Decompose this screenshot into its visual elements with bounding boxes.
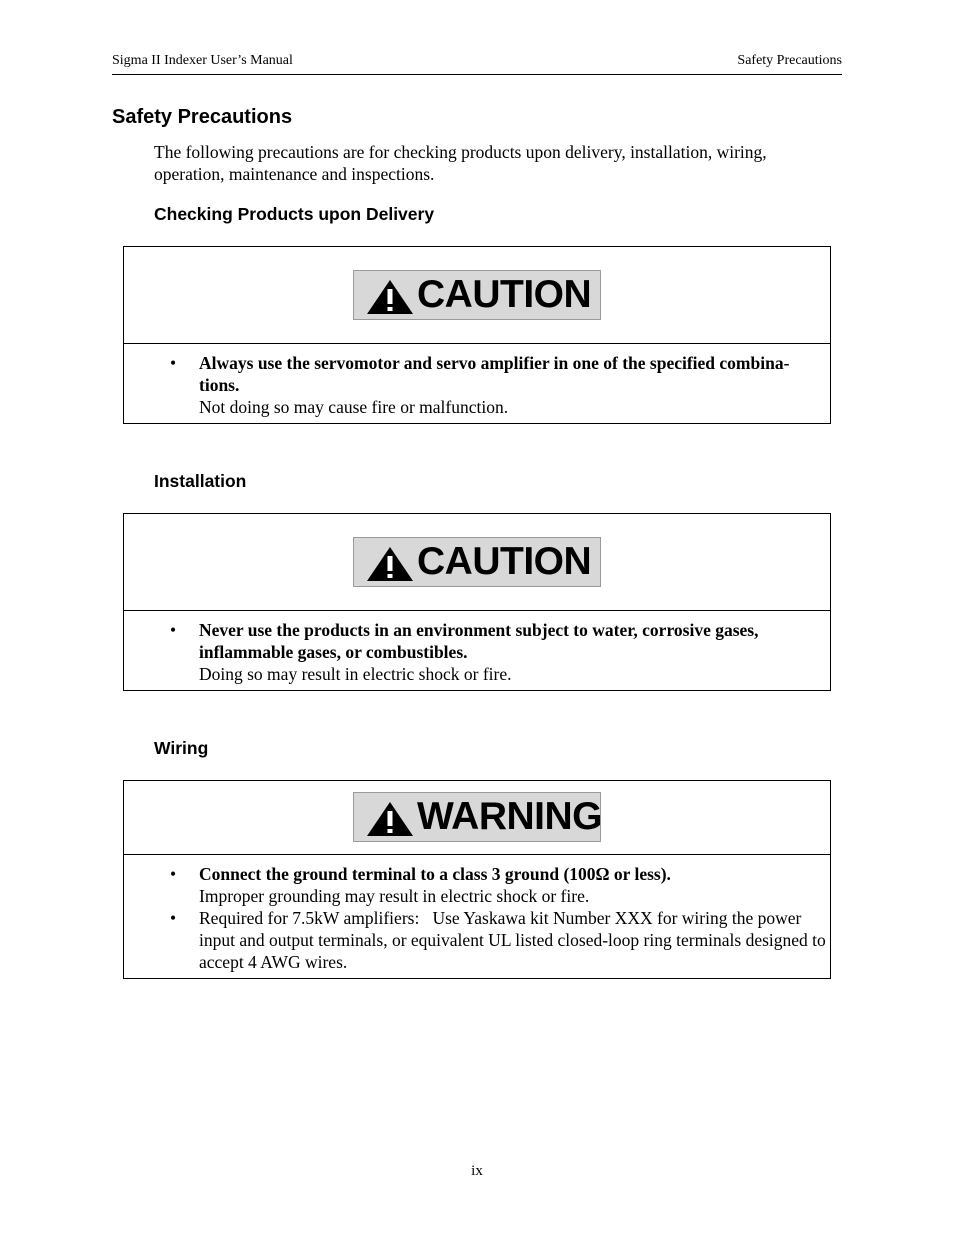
warning-banner: [124, 781, 830, 855]
caution-box-delivery: [123, 246, 831, 424]
caution-statement: Always use the servomotor and servo amplifier in one of the specified combina-tions.: [199, 353, 790, 395]
caution-label: [353, 270, 601, 320]
subheading-installation: Installation: [154, 471, 247, 491]
list-item: [124, 619, 830, 685]
bullet-list: [124, 855, 830, 978]
warning-triangle-icon: [366, 801, 414, 837]
bullet-glyph: •: [170, 620, 177, 640]
chapter-title: Safety Precautions: [737, 53, 842, 68]
running-header: [112, 52, 842, 75]
caution-statement: Never use the products in an environment subject to water, corrosive gases, inflammable gases, or combustibles.: [199, 620, 759, 662]
caution-consequence: Not doing so may cause fire or malfunction.: [199, 397, 509, 417]
warning-box-wiring: [123, 780, 831, 979]
warning-consequence: Improper grounding may result in electric shock or fire.: [199, 886, 590, 906]
warning-triangle-icon: [366, 546, 414, 582]
bullet-glyph: •: [170, 908, 177, 928]
bullet-list: [124, 344, 830, 423]
list-item: [124, 863, 830, 907]
caution-banner: [124, 247, 830, 344]
page-number: ix: [471, 1163, 483, 1179]
caution-label: [353, 537, 601, 587]
caution-word: CAUTION: [417, 540, 592, 583]
subheading-delivery: Checking Products upon Delivery: [154, 204, 435, 224]
bullet-list: [124, 611, 830, 690]
subheading-wiring: Wiring: [154, 738, 209, 758]
warning-triangle-icon: [366, 279, 414, 315]
list-item: [124, 352, 830, 418]
manual-title: Sigma II Indexer User’s Manual: [112, 53, 293, 68]
wiring-requirement: Required for 7.5kW amplifiers: Use Yaskawa kit Number XXX for wiring the power input and output terminals, or equivalent UL listed closed-loop ring terminals designed to accept 4 AWG wires.: [199, 908, 831, 972]
caution-consequence: Doing so may result in electric shock or fire.: [199, 664, 512, 684]
list-item: [124, 907, 830, 973]
section-intro: The following precautions are for checking products upon delivery, installation, wiring, operation, maintenance and inspections.: [154, 142, 767, 184]
caution-word: CAUTION: [417, 273, 592, 316]
caution-box-installation: [123, 513, 831, 691]
bullet-glyph: •: [170, 353, 177, 373]
bullet-glyph: •: [170, 864, 177, 884]
caution-banner: [124, 514, 830, 611]
section-title: Safety Precautions: [112, 106, 293, 128]
warning-word: WARNING: [417, 795, 602, 838]
warning-label: [353, 792, 601, 842]
warning-statement: Connect the ground terminal to a class 3 ground (100Ω or less).: [199, 864, 671, 884]
